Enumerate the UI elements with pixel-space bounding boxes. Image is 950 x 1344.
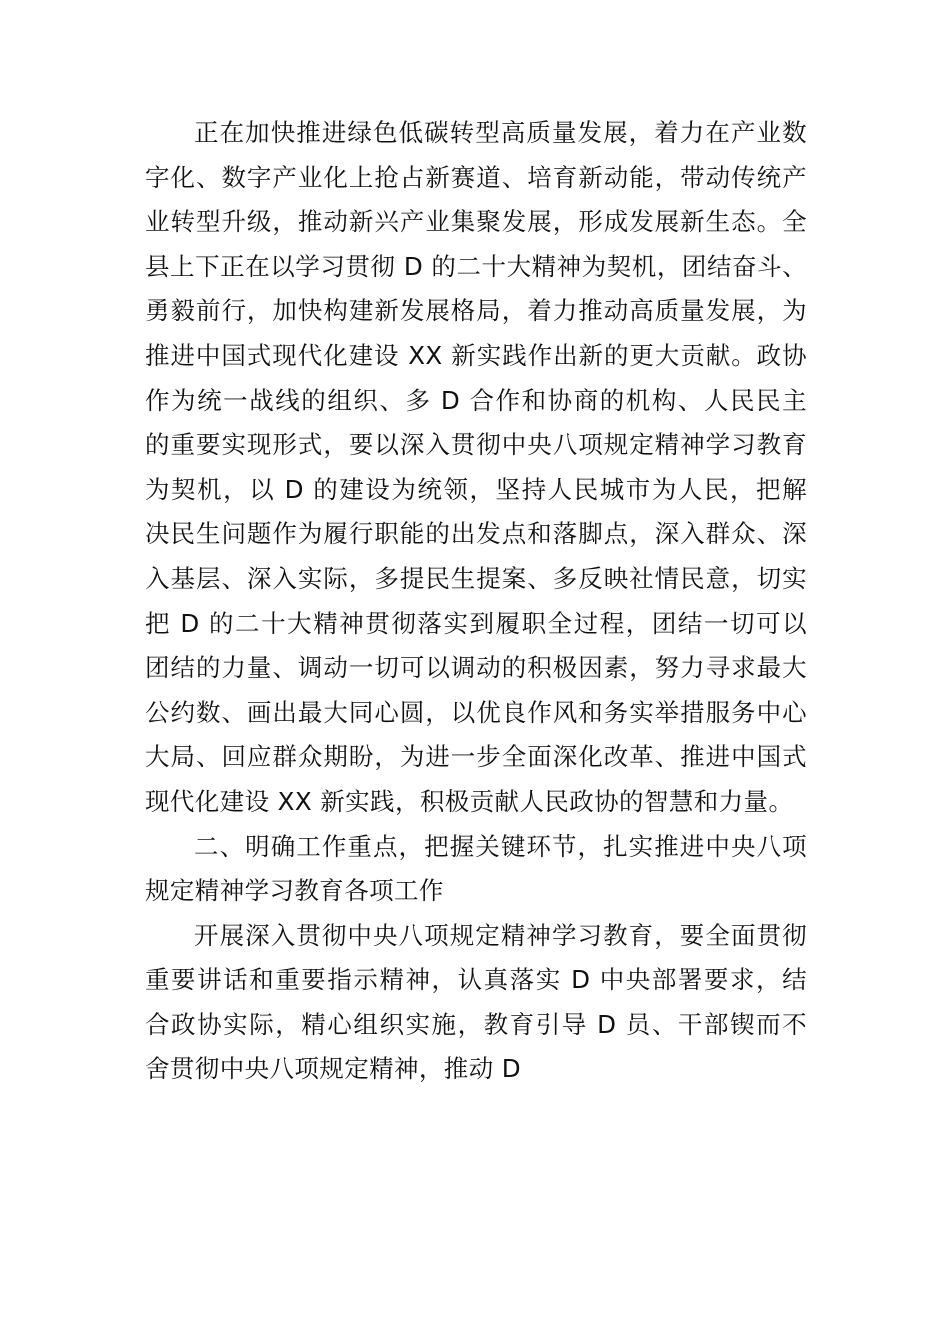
text-line: 正在加快推进绿色低碳转型高质量发展，着力在产业数: [194, 118, 807, 147]
text-line: 字化、数字产业化上抢占新赛道、培育新动能，带动传统产: [145, 162, 807, 192]
text-line: 为契机，以 D 的建设为统领，坚持人民城市为人民，把解: [145, 474, 807, 504]
text-line: 勇毅前行，加快构建新发展格局，着力推动高质量发展，为: [145, 296, 807, 326]
text-line: 现代化建设 XX 新实践，积极贡献人民政协的智慧和力量。: [145, 786, 794, 816]
text-line: 合政协实际，精心组织实施，教育引导 D 员、干部锲而不: [145, 1009, 807, 1039]
document-body: [145, 111, 807, 1092]
paragraph-body: [145, 914, 807, 1092]
text-line: 入基层、深入实际，多提民生提案、多反映社情民意，切实: [145, 563, 807, 593]
text-line: 开展深入贯彻中央八项规定精神学习教育，要全面贯彻: [194, 920, 807, 950]
text-line: 舍贯彻中央八项规定精神，推动 D: [145, 1054, 522, 1084]
text-line: 大局、回应群众期盼，为进一步全面深化改革、推进中国式: [145, 742, 807, 772]
text-line: 县上下正在以学习贯彻 D 的二十大精神为契机，团结奋斗、: [145, 251, 807, 281]
text-line: 把 D 的二十大精神贯彻落实到履职全过程，团结一切可以: [145, 608, 807, 638]
text-line: 团结的力量、调动一切可以调动的积极因素，努力寻求最大: [145, 653, 807, 683]
text-line: 公约数、画出最大同心圆，以优良作风和务实举措服务中心: [145, 697, 807, 727]
text-line: 作为统一战线的组织、多 D 合作和协商的机构、人民民主: [145, 385, 807, 415]
text-line: 重要讲话和重要指示精神，认真落实 D 中央部署要求，结: [145, 965, 807, 995]
heading-line: 二、明确工作重点，把握关键环节，扎实推进中央八项: [194, 831, 807, 861]
heading-line: 规定精神学习教育各项工作: [145, 876, 444, 906]
text-line: 推进中国式现代化建设 XX 新实践作出新的更大贡献。政协: [145, 340, 807, 370]
text-line: 决民生问题作为履行职能的出发点和落脚点，深入群众、深: [145, 519, 807, 549]
paragraph-intro: [145, 111, 807, 825]
text-line: 的重要实现形式，要以深入贯彻中央八项规定精神学习教育: [145, 430, 807, 460]
section-heading: [145, 825, 807, 914]
text-line: 业转型升级，推动新兴产业集聚发展，形成发展新生态。全: [145, 207, 807, 237]
